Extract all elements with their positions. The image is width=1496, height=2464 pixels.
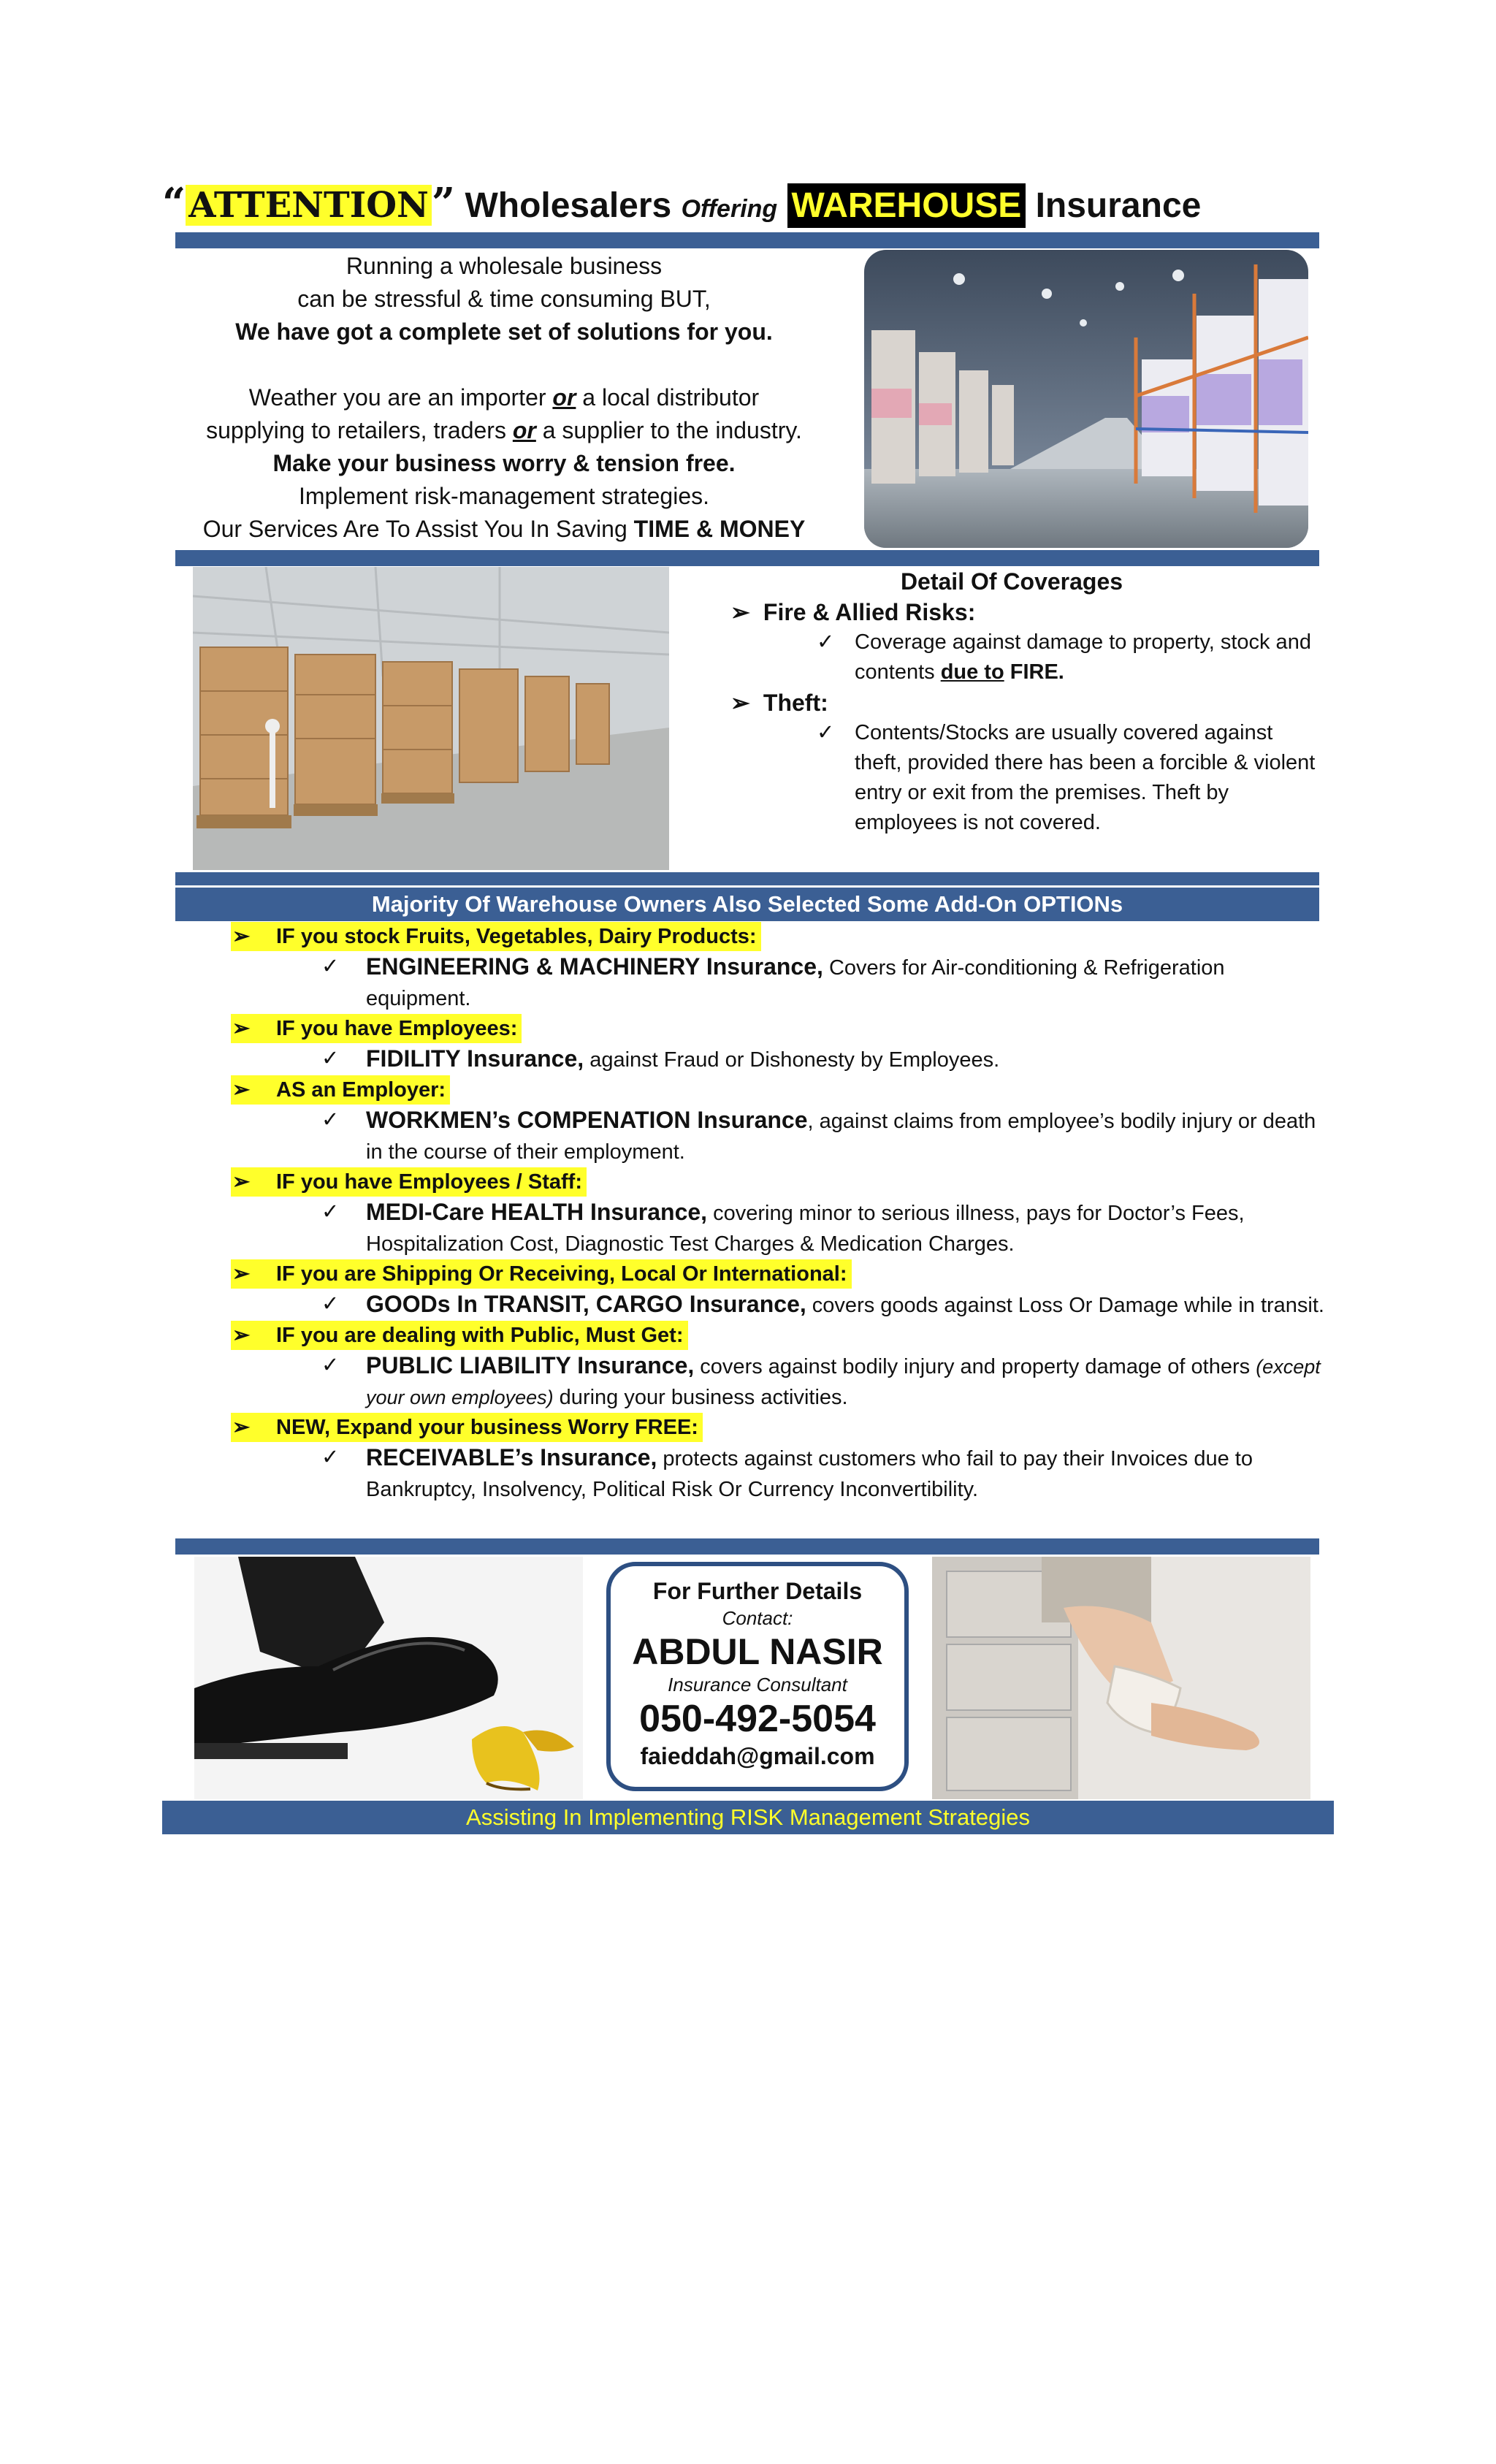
coverage-theft-detail: ✓ Contents/Stocks are usually covered against theft, provided there has been a forcible & violent entry or exit from the premises. Theft by employees is not covered. bbox=[723, 718, 1322, 838]
check-icon: ✓ bbox=[817, 721, 835, 744]
warehouse-racks-photo bbox=[864, 250, 1308, 548]
arrow-bullet-icon: ➢ bbox=[232, 1262, 251, 1286]
contact-role: Insurance Consultant bbox=[668, 1674, 847, 1696]
footer-banner: Assisting In Implementing RISK Management Strategies bbox=[162, 1801, 1334, 1834]
check-icon: ✓ bbox=[321, 1108, 340, 1132]
intro-line: Implement risk-management strategies. bbox=[299, 483, 709, 509]
addon-name: RECEIVABLE’s Insurance, bbox=[366, 1444, 657, 1471]
addon-condition: ➢ IF you are Shipping Or Receiving, Local Or International: bbox=[231, 1259, 852, 1289]
addon-item bbox=[231, 1413, 1327, 1505]
addon-condition: ➢ NEW, Expand your business Worry FREE: bbox=[231, 1413, 703, 1442]
addon-name: PUBLIC LIABILITY Insurance, bbox=[366, 1352, 695, 1378]
arrow-bullet-icon: ➢ bbox=[730, 690, 750, 716]
addon-note: (except your own employees) bbox=[366, 1356, 1321, 1408]
check-icon: ✓ bbox=[321, 1200, 340, 1224]
divider-top bbox=[175, 232, 1319, 248]
arrow-bullet-icon: ➢ bbox=[232, 1078, 251, 1102]
title-open-quote: “ bbox=[162, 179, 186, 227]
coverage-fire-detail: ✓ Coverage against damage to property, stock and contents due to FIRE. bbox=[723, 628, 1322, 687]
coverage-heading: Detail Of Coverages bbox=[900, 568, 1123, 595]
intro-line: can be stressful & time consuming BUT, bbox=[297, 286, 711, 312]
arrow-bullet-icon: ➢ bbox=[232, 1416, 251, 1439]
check-icon: ✓ bbox=[321, 1292, 340, 1316]
intro-text bbox=[175, 250, 833, 546]
addon-description: against Fraud or Dishonesty by Employees. bbox=[584, 1048, 1000, 1072]
arrow-bullet-icon: ➢ bbox=[232, 1324, 251, 1347]
arrow-bullet-icon: ➢ bbox=[232, 1170, 251, 1194]
addon-description: , against claims from employee’s bodily injury or death in the course of their employment. bbox=[366, 1110, 1316, 1164]
coverage-details bbox=[723, 566, 1322, 838]
addon-item bbox=[231, 922, 1327, 1014]
addon-description-tail: during your business activities. bbox=[553, 1386, 848, 1409]
addon-detail bbox=[231, 1105, 1327, 1167]
divider-addons-top bbox=[175, 872, 1319, 885]
arrow-bullet-icon: ➢ bbox=[232, 925, 251, 948]
addon-name: ENGINEERING & MACHINERY Insurance, bbox=[366, 953, 823, 980]
check-icon: ✓ bbox=[321, 1047, 340, 1070]
check-icon: ✓ bbox=[321, 1354, 340, 1377]
arrow-bullet-icon: ➢ bbox=[730, 599, 750, 625]
addon-detail bbox=[231, 1197, 1327, 1259]
intro-line: Running a wholesale business bbox=[346, 253, 663, 279]
title-insurance: Insurance bbox=[1035, 186, 1202, 225]
title-wholesalers: Wholesalers bbox=[465, 186, 672, 225]
addon-condition: ➢ IF you are dealing with Public, Must Get: bbox=[231, 1321, 688, 1350]
addon-description: covers against bodily injury and property damage of others bbox=[694, 1355, 1256, 1378]
title-attention: ATTENTION bbox=[186, 185, 432, 226]
addon-name: WORKMEN’s COMPENATION Insurance bbox=[366, 1107, 808, 1133]
check-icon: ✓ bbox=[817, 630, 835, 654]
contact-label: Contact: bbox=[722, 1607, 793, 1629]
divider-bottom bbox=[175, 1538, 1319, 1555]
contact-phone[interactable]: 050-492-5054 bbox=[639, 1698, 876, 1740]
contact-name: ABDUL NASIR bbox=[632, 1631, 883, 1672]
addon-detail bbox=[231, 1350, 1327, 1413]
intro-line: We have got a complete set of solutions for you. bbox=[235, 319, 773, 345]
addon-item bbox=[231, 1167, 1327, 1259]
coverage-theft: ➢ Theft: bbox=[723, 687, 1322, 718]
intro-line: Our Services Are To Assist You In Saving TIME & MONEY bbox=[202, 516, 806, 542]
addon-detail bbox=[231, 1442, 1327, 1505]
addon-item bbox=[231, 1014, 1327, 1075]
addon-detail bbox=[231, 951, 1327, 1014]
title-offering: Offering bbox=[681, 195, 778, 223]
divider-middle bbox=[175, 550, 1319, 566]
injured-foot-photo bbox=[932, 1557, 1310, 1799]
addons-heading: Majority Of Warehouse Owners Also Selected Some Add-On OPTIONs bbox=[175, 888, 1319, 921]
slip-banana-photo bbox=[194, 1557, 583, 1799]
intro-line: Weather you are an importer or a local distributor bbox=[248, 384, 760, 411]
addon-detail bbox=[231, 1289, 1327, 1321]
addon-item bbox=[231, 1321, 1327, 1413]
addon-description: Covers for Air-conditioning & Refrigeration equipment. bbox=[366, 956, 1225, 1010]
check-icon: ✓ bbox=[321, 1446, 340, 1469]
page-title bbox=[162, 174, 1331, 232]
addon-detail bbox=[231, 1043, 1327, 1075]
check-icon: ✓ bbox=[321, 955, 340, 978]
addons-list bbox=[231, 922, 1327, 1505]
addon-item bbox=[231, 1075, 1327, 1167]
addon-condition: ➢ IF you have Employees / Staff: bbox=[231, 1167, 587, 1197]
title-close-quote: ” bbox=[431, 179, 456, 227]
warehouse-boxes-photo bbox=[193, 567, 669, 870]
addon-name: FIDILITY Insurance, bbox=[366, 1045, 584, 1072]
addon-description: protects against customers who fail to pay their Invoices due to Bankruptcy, Insolvency, Political Risk Or Currency Inconvertibility. bbox=[366, 1447, 1253, 1501]
title-warehouse: WAREHOUSE bbox=[787, 183, 1026, 228]
addon-description: covering minor to serious illness, pays for Doctor’s Fees, Hospitalization Cost, Diagnostic Test Charges & Medication Charges. bbox=[366, 1202, 1245, 1256]
addon-condition: ➢ IF you have Employees: bbox=[231, 1014, 522, 1043]
addon-item bbox=[231, 1259, 1327, 1321]
addon-name: MEDI-Care HEALTH Insurance, bbox=[366, 1199, 708, 1225]
arrow-bullet-icon: ➢ bbox=[232, 1017, 251, 1040]
contact-card bbox=[606, 1562, 909, 1791]
addon-name: GOODs In TRANSIT, CARGO Insurance, bbox=[366, 1291, 806, 1317]
contact-email[interactable]: faieddah@gmail.com bbox=[640, 1743, 875, 1769]
addon-description: covers goods against Loss Or Damage while in transit. bbox=[806, 1294, 1324, 1317]
intro-line: supplying to retailers, traders or a supplier to the industry. bbox=[206, 417, 802, 443]
intro-line: Make your business worry & tension free. bbox=[272, 450, 736, 476]
addon-condition: ➢ AS an Employer: bbox=[231, 1075, 450, 1105]
addon-condition: ➢ IF you stock Fruits, Vegetables, Dairy Products: bbox=[231, 922, 761, 951]
contact-heading: For Further Details bbox=[652, 1578, 863, 1604]
coverage-fire: ➢ Fire & Allied Risks: bbox=[723, 597, 1322, 628]
